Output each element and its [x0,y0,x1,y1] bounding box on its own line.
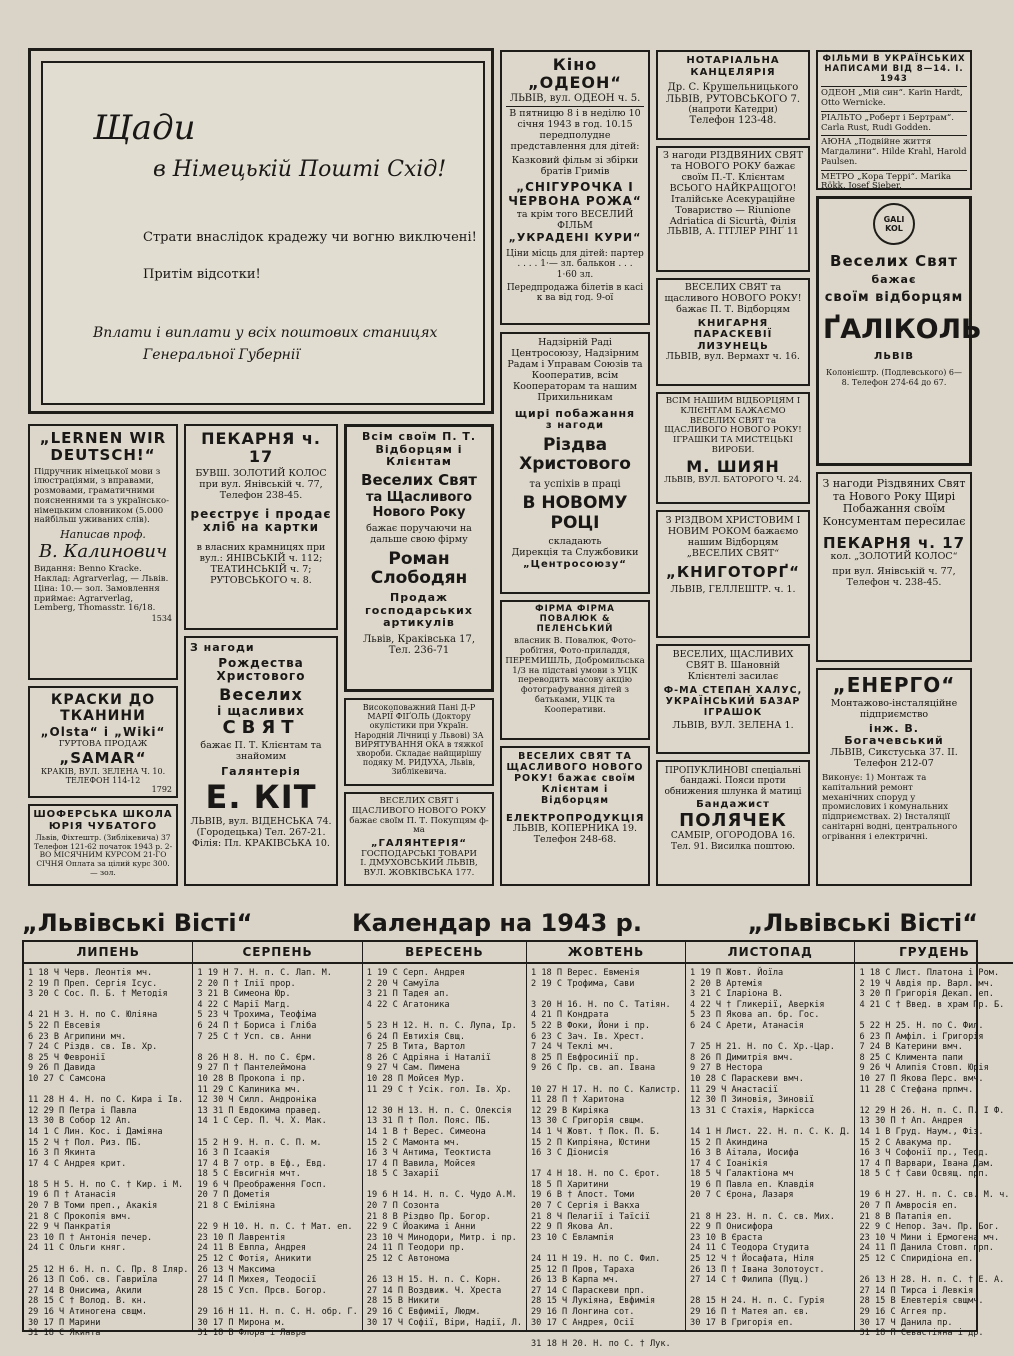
centro-text2: щирі побажання [514,406,636,420]
odeon-title: Кіно „ОДЕОН“ [528,55,622,93]
month-days: 1 19 С Серп. Андрея 2 20 Ч Самуїла 3 21 П Тадея ап. 4 22 С Агатоника 5 23 Н 12. Н. п. С. Лупа, Ір. 6 24 П Евтихія Свщ. 7 25 В Тита, Вартол 8 26 С Адріяна і Наталії 9 27 Ч Сам. Пимена 10 28 П Мойсея Мур. 11 29 С † Усік. гол. Ів. Хр. 12 30 Н 13. Н. п. С. Олексія 13 31 П † Пол. Пояс. ПБ. 14 1 В † Верес. Симеона 15 2 С Мамонта мч. 16 3 Ч Антима, Теоктиста 17 4 П Вавила, Мойсея 18 5 С Захарії 19 6 Н 14. Н. п. С. Чудо А.М. 20 7 П Созонта 21 8 В Різдво Пр. Богор. 22 9 С Йоакима і Анни 23 10 Ч Минодори, Митр. і пр. 24 11 П Теодори пр. 25 12 С Автонома 26 13 Н 15. Н. п. С. Корн. 27 14 П Воздвиж. Ч. Хреста 28 15 В Никити 29 16 С Евфимії, Людм. 30 17 Ч Софії, Віри, Надії, Л. [366,968,522,1328]
calendar-month-column [527,942,686,1349]
odeon-text2: Казковий фільм зі збірки братів Гримів [511,154,639,177]
electro-ad [500,746,650,886]
calendar-header-center: Календар на 1943 р. [352,909,642,937]
kit-ad [184,636,338,886]
knyhotorg-name: „КНИГОТОРҐ“ [666,562,800,581]
paints-brands: „Olsta“ і „Wiki“ [40,725,166,740]
paints-title: КРАСКИ ДО ТКАНИНИ [50,692,156,725]
bakery-right-text: З нагоди Різдвяних Свят та Нового Року Щирі Побажання своїм Консументам пересилає [822,477,966,528]
calendar-month-column [686,942,855,1330]
films-row: РІАЛЬТО „Роберт і Бертрам“. Carla Rust, Rudi Godden. [821,112,954,133]
month-header: СЕРПЕНЬ [193,942,361,964]
bakery-left-title: ПЕКАРНЯ ч. 17 [201,429,321,467]
shiyan-text: ВСІМ НАШИМ ВІДБОРЦЯМ І КЛІЄНТАМ БАЖАЄМО ВЕСЕЛИХ СВЯТ та ЩАСЛИВОГО НОВОГО РОКУ! ІГРАШКИ ТА МИСТЕЦЬКІ ВИРОБИ. [664,396,802,455]
odeon-film1: „СНІГУРОЧКА І ЧЕРВОНА РОЖА“ [508,179,642,208]
galikol-name: ҐАЛІКОЛЬ [823,313,982,345]
knyhotorg-text: З РІЗДВОМ ХРИСТОВИМ І НОВИМ РОКОМ бажаємо нашим Відборцям „ВЕСЕЛИХ СВЯТ“ [665,515,801,559]
lernen-title: „LERNEN WIR DEUTSCH!“ [39,429,167,465]
bookshop-name: КНИГАРНЯ ПАРАСКЕВІЇ ЛИЗУНЕЦЬ [693,317,773,352]
povalyuk-firm: ФІРМА ФІРМА ПОВАЛЮК & ПЕЛЕНСЬКИЙ [535,604,615,634]
calendar-month-column [193,942,362,1339]
shiyan-address: ЛЬВІВ, ВУЛ. БАТОРОГО Ч. 24. [664,474,802,485]
lernen-author-pre: Написав проф. [60,528,146,542]
odeon-text1: В пятницю 8 і в неділю 10 січня 1943 в год. 10.15 передполудне представлення для дітей: [509,108,641,153]
post-ad-line3: Вплати і виплати у всіх поштових станицях [93,325,438,341]
electro-text: ВЕСЕЛИХ СВЯТ ТА ЩАСЛИВОГО НОВОГО РОКУ! бажає своїм Клієнтам і Відборцям [506,751,644,806]
dmukhovsky-name: „ГАЛЯНТЕРІЯ“ [370,838,468,850]
films-title: ФІЛЬМИ В УКРАЇНСЬКИХ НАПИСАМИ ВІД 8—14. І. 1943 [822,54,966,84]
month-header: ГРУДЕНЬ [855,942,1013,964]
notary-phone: Телефон 123-48. [689,115,777,127]
bakery-left-text: реєструє і продає хліб на картки [190,506,332,535]
post-ad-title: Щади [93,108,196,148]
energo-list: Виконує: 1) Монтаж та капітальний ремонт механічних споруд у промислових і комунальних підприємствах. 2) Інсталяції санітарні водні, центрального огрівання і електричні. [822,772,958,842]
centro-sign2: Дирекція та Службовики [511,547,639,559]
calendar-header-right: „Львівські Вісті“ [747,909,978,937]
driving-text: Львів, Фіхтештр. (Зиблікевича) 37 Телефон 121-62 початок 1943 р. 2-ВО МІСЯЧНИМ КУРСОМ 21-ГО СІЧНЯ Оплата за цілий курс 300.— зол. [33,833,173,877]
polyachek-name: ПОЛЯЧЕК [679,809,787,831]
driving-title: ШОФЕРСЬКА ШКОЛА ЮРІЯ ЧУБАТОГО [33,809,173,832]
slobodyan-address: Львів, Краківська 17, Тел. 236-71 [362,633,476,657]
notary-title: НОТАРІАЛЬНА КАНЦЕЛЯРІЯ [686,55,780,78]
notary-name: Др. С. Крушельницького [667,82,799,93]
energo-text: Монтажово-інсталяційне підприємство [830,698,958,720]
dmukhovsky-ad [344,792,494,886]
kit-text4: і щасливих [217,703,305,718]
centro-sign3: „Центросоюзу“ [523,559,627,571]
month-header: ЖОВТЕНЬ [527,942,685,964]
khalus-address: ЛЬВІВ, ВУЛ. ЗЕЛЕНА 1. [672,719,794,731]
divider [821,111,967,112]
month-days: 1 18 П Верес. Евменія 2 19 С Трофима, Сави 3 20 Н 16. Н. по С. Татіян. 4 21 П Кондрата 5 22 В Фоки, Йони і пр. 6 23 С Зач. Ів. Хрест. 7 24 Ч Теклі мч. 8 25 П Евфросинії пр. 9 26 С Пр. св. ап. Івана 10 27 Н 17. Н. по С. Калистр. 11 28 П † Харитона 12 29 В Киріяка 13 30 С Григорія свщм. 14 1 Ч Жовт. † Пок. П. Б. 15 2 П Кипріяна, Юстини 16 3 С Діонисія 17 4 Н 18. Н. по С. Єрот. 18 5 П Харитини 19 6 В † Апост. Томи 20 7 С Сергія і Вакха 21 8 Ч Пелагії і Таїсії 22 9 П Якова Ал. 23 10 С Евлампія 24 11 Н 19. Н. по С. Фил. 25 12 П Пров, Тараха 26 13 В Карпа мч. 27 14 С Параскеви прп. 28 15 Ч Лукіяна, Евфимія 29 16 П Лонгина сот. 30 17 С Андрея, Осії 31 18 Н 20. Н. по С. † Лук. [531,968,682,1349]
post-ad-subtitle: в Німецькій Пошті Схід! [153,157,447,182]
calendar-header-left: „Львівські Вісті“ [22,909,253,937]
paints-address: КРАКІВ, ВУЛ. ЗЕЛЕНА Ч. 10. ТЕЛЕФОН 114-12 [40,767,166,786]
centro-text1: Надзірній Раді Центросоюзу, Надзірним Радам і Управам Союзів та Кооператив, всім Кооператорам та нашим Прихильникам [507,337,643,403]
knyhotorg-address: ЛЬВІВ, ГЕЛЛЕШТР. ч. 1. [670,583,796,595]
polyachek-address: САМБІР, ОГОРОДОВА 16. Тел. 91. Висилка поштою. [670,831,796,852]
centrosoyuz-ad [500,332,650,594]
bakery-left-ad [184,424,338,630]
insurance-text: З нагоди РІЗДВЯНИХ СВЯТ та НОВОГО РОКУ бажає своїм П.-Т. Клієнтам ВСЬОГО НАЙКРАЩОГО! Італійське Асекураційне Товариство — Riunione Adriatica di Sicurtà, Філія ЛЬВІВ, А. ГІТЛЕР РІНҐ 11 [663,150,803,238]
slobodyan-name: Роман Слободян [370,548,468,589]
lernen-pub: Видання: Benno Kracke. Наклад: Agrarverlag, — Львів. Ціна: 10.— зол. Замовлення приймає: Agrarverlag, Lemberg, Thomasstr. 16/18. [34,564,169,614]
odeon-text3: та крім того ВЕСЕЛИЙ ФІЛЬМ [516,209,634,232]
post-office-ad [28,48,494,414]
slobodyan-ad [344,424,494,692]
paints-code: 1792 [151,785,172,795]
centro-text3: з нагоди [545,420,605,432]
povalyuk-ad [500,600,650,740]
energo-ad [816,668,972,886]
bookshop-ad [656,278,810,386]
month-days: 1 18 Ч Черв. Леонтія мч. 2 19 П Преп. Сергія Ісус. 3 20 С Сос. П. Б. † Методія 4 21 Н 3. Н. по С. Юліяна 5 22 П Евсевія 6 23 В Агрипини мч. 7 24 С Різдв. св. Ів. Хр. 8 25 Ч Февронії 9 26 П Давида 10 27 С Самсона 11 28 Н 4. Н. по С. Кира і Ів. 12 29 П Петра і Павла 13 30 В Собор 12 Ап. 14 1 С Лин. Кос. і Даміяна 15 2 Ч † Пол. Риз. ПБ. 16 3 П Якинта 17 4 С Андрея крит. 18 5 Н 5. Н. по С. † Кир. і М. 19 6 П † Атанасія 20 7 В Томи преп., Акакія 21 8 С Прокопія вмч. 22 9 Ч Панкратія 23 10 П † Антонія печер. 24 11 С Ольги княг. 25 12 Н 6. Н. п. С. Пр. 8 Іляр. 26 13 П Соб. св. Гавриїла 27 14 В Онисима, Акили 28 15 С † Волод. В. кн. 29 16 Ч Атиногена свщм. 30 17 П Марини 31 18 С Якинта [28,968,189,1339]
paints-name: „SAMAR“ [59,748,147,767]
dmukhovsky-text: ВЕСЕЛИХ СВЯТ і ЩАСЛИВОГО НОВОГО РОКУ бажає своїм П. Т. Покупцям ф-ма [349,796,489,836]
shiyan-ad [656,392,810,504]
centro-text4: та успіхів в праці [529,478,621,490]
dmukhovsky-address: І. ДМУХОВСЬКИЙ ЛЬВІВ, ВУЛ. ЖОВКІВСЬКА 177. [360,858,478,879]
kit-text2: Рождества Христового [216,655,306,684]
galikol-l3: своїм відборцям [824,289,964,305]
odeon-address: ЛЬВІВ, вул. ОДЕОН ч. 5. [509,92,641,104]
divider [821,135,967,136]
films-row: АЮНА „Подвійне життя Магдалини“. Hilde Krahl, Harold Paulsen. [821,137,967,167]
bakery-right-address: при вул. Янівській ч. 77, Телефон ч. 238-45. [832,565,956,588]
insurance-ad [656,146,810,272]
month-days: 1 19 Н 7. Н. п. С. Лап. М. 2 20 П † Ілії прор. 3 21 В Симеона Юр. 4 22 С Марії Магд. 5 23 Ч Трохима, Теофіма 6 24 П † Бориса і Гліба 7 25 С † Усп. св. Анни 8 26 Н 8. Н. по С. Єрм. 9 27 П † Пантелеймона 10 28 В Прокопа і пр. 11 29 С Калиника мч. 12 30 Ч Силл. Андроніка 13 31 П Евдокима правед. 14 1 С Сер. П. Ч. Х. Мак. 15 2 Н 9. Н. п. С. П. м. 16 3 П Ісаакія 17 4 В 7 отр. в Еф., Евд. 18 5 С Евсигнія мчт. 19 6 Ч Преображення Госп. 20 7 П Дометія 21 8 С Емілiяна 22 9 Н 10. Н. п. С. † Мат. еп. 23 10 П Лаврентія 24 11 В Евпла, Андрея 25 12 С Фотія, Аникити 26 13 Ч Максима 27 14 П Михея, Теодосії 28 15 С Усп. Прсв. Богор. 29 16 Н 11. Н. п. С. Н. обр. Г. 30 17 П Мирона м. 31 18 В Флора і Лавра [197,968,358,1339]
kit-address: ЛЬВІВ, вул. ВІДЕНСЬКА 74. (Городецька) Тел. 267-21. Філія: Пл. КРАКІВСЬКА 10. [190,816,332,850]
lernen-ad [28,424,178,680]
odeon-prices: Ціни місць для дітей: партер . . . . 1·— зл. балькон . . . 1·60 зл. [506,248,644,280]
bakery-left-sub: БУВШ. ЗОЛОТИЙ КОЛОС при вул. Янівській ч. 77, Телефон 238-45. [195,467,327,501]
povalyuk-text: власник В. Повалюк, Фото-робітня, Фото-приладдя, ПЕРЕМИШЛЬ, Добромильська 1/3 на підставі умови з УЦК переводить масову акцію фотографування дітей з батьками, УЦК та Кооперативи. [505,636,645,715]
galikol-city: ЛЬВІВ [874,350,914,362]
kit-text5: СВЯТ [222,717,300,739]
calendar-table [22,940,1010,1349]
month-days: 1 19 П Жовт. Йоїла 2 20 В Артемія 3 21 С Іларіона В. 4 22 Ч † Гликерії, Аверкія 5 23 П Якова ап. бр. Гос. 6 24 С Арети, Атанасія 7 25 Н 21. Н. по С. Хр.-Цар. 8 26 П Димитрія вмч. 9 27 В Нестора 10 28 С Параскеви вмч. 11 29 Ч Анастасії 12 30 П Зиновія, Зиновії 13 31 С Стахія, Наркісса 14 1 Н Лист. 22. Н. п. С. К. Д. 15 2 П Акиндина 16 3 В Аітала, Иосифа 17 4 С Іоанікія 18 5 Ч Галактіона мч 19 6 П Павла еп. Клавдія 20 7 С Єрона, Лазаря 21 8 Н 23. Н. п. С. св. Мих. 22 9 П Онисифора 23 10 В Єраста 24 11 С Теодора Студита 25 12 Ч † Йосафата, Ніля 26 13 П † Івана Золотоуст. 27 14 С † Филипа (Пущ.) 28 15 Н 24. Н. п. С. Гурія 29 16 П † Матея ап. єв. 30 17 В Григорія еп. [690,968,851,1328]
galikol-l2: бажає [871,273,917,287]
notary-ad [656,50,810,140]
month-header: ЛИПЕНЬ [24,942,192,964]
bakery-right-sub: кол. „ЗОЛОТИЙ КОЛОС“ [830,550,958,562]
energo-name: „ЕНЕРГО“ [832,673,956,697]
electro-name: ЕЛЕКТРОПРОДУКЦІЯ [506,812,645,824]
dmukhovsky-sub: ГОСПОДАРСЬКІ ТОВАРИ [361,848,477,859]
notary-address: ЛЬВІВ, РУТОВСЬКОГО 7. [665,93,801,105]
films-listing [816,50,972,190]
calendar-month-column [363,942,527,1330]
odeon-film2: „УКРАДЕНІ КУРИ“ [508,231,642,245]
polyachek-text: ПРОПУКЛИНОВІ спеціальні бандажі. Пояси проти обнижения шлунка й матиці [664,766,802,797]
centro-big2: В НОВОМУ РОЦІ [522,493,628,533]
bookshop-text: ВЕСЕЛИХ СВЯТ та щасливого НОВОГО РОКУ! бажає П. Т. Відборцям [664,282,802,315]
galikol-l1: Веселих Свят [830,252,958,270]
slobodyan-text4: бажає поручаючи на дальше свою фірму [366,523,472,545]
figol-ad [344,698,494,786]
month-header: ЛИСТОПАД [686,942,854,964]
galikol-ad [816,196,982,466]
bakery-right-name: ПЕКАРНЯ ч. 17 [822,533,966,552]
divider [821,170,967,171]
lernen-code: 1534 [151,614,172,624]
galikol-logo-text: GALI KOL [883,215,905,233]
post-ad-line4: Генеральної Губернії [143,347,300,363]
paints-ad [28,686,178,798]
khalus-text: ВЕСЕЛИХ, ЩАСЛИВИХ СВЯТ В. Шановній Клієнтелі засилає [672,649,794,682]
figol-text: Високоповажний Пані Д-Р МАРІЇ ФІҐОЛЬ (Доктору окулістики при Україн. Народній Лічниці у Львові) ЗА ВИРЯТУВАННЯ ОКА в тяжкої хвороби. Складає найщирішу подяку М. РИДУХА, Львів, Зиблікевича. [354,703,484,777]
slobodyan-text3: та Щасливого Нового Року [365,490,473,521]
lernen-text: Підручник німецької мови з ілюстраціями, з вправами, розмовами, граматичними поясненнями та з українсько-німецьким словником (5.000 найбільш уживаних слів). [34,466,169,526]
kit-text6: бажає П. Т. Клієнтам та знайомим [200,740,322,763]
galikol-address: Колонієштр. (Подлевського) 6—8. Телефон 274-64 до 67. [826,368,962,387]
centro-sign1: складають [548,536,602,548]
kit-text3: Веселих [219,685,303,705]
knyhotorg-ad [656,510,810,638]
paints-sub: ГУРТОВА ПРОДАЖ [58,738,148,749]
calendar-header [22,905,978,941]
shiyan-name: М. ШИЯН [686,456,780,476]
driving-school-ad [28,804,178,886]
films-row: ОДЕОН „Мій син“. Karin Hardt, Otto Wernicke. [821,88,963,109]
post-ad-line2: Притім відсотки! [143,267,261,282]
month-days: 1 18 С Лист. Платона і Ром. 2 19 Ч Авдія пр. Варл. мч. 3 20 П Григорія Декап. еп. 4 21 С † Введ. в храм Пр. Б. 5 22 Н 25. Н. по С. Фил. 6 23 П Амфіл. і Григорія 7 24 В Катерини вмч. 8 25 С Климента папи 9 26 Ч Алипія Стовп. Юрія 10 27 П Якова Перс. вмч. 11 28 С Стефана прпмч. 12 29 Н 26. Н. п. С. П. І Ф. 13 30 П † Ап. Андрея 14 1 В Груд. Наум., Фіз. 15 2 С Авакума пр. 16 3 Ч Софонії пр., Теод. 17 4 П Варвари, Івана Дам. 18 5 С † Сави Освящ. прп. 19 6 Н 27. Н. п. С. св. М. ч. 20 7 П Амвросія еп. 21 8 В Патапія еп. 22 9 С Непор. Зач. Пр. Бог. 23 10 Ч Мини і Ермогена мч. 24 11 П Данила Стовп. прп. 25 12 С Спиридіона еп. 26 13 Н 28. Н. п. С. † Е. А. 27 14 П Тирса і Левкія 28 15 В Елевтерія свщмч. 29 16 С Аггея пр. 30 17 Ч Данила пр. 31 18 П Севастіяна і др. [859,968,1010,1339]
khalus-ad [656,644,810,754]
khalus-name: Ф-МА СТЕПАН ХАЛУС, УКРАЇНСЬКИЙ БАЗАР ІГРАШОК [663,684,803,718]
odeon-presale: Передпродажа білетів в касі к ва від год. 9-ої [506,282,644,304]
kit-name: Е. КІТ [205,777,317,816]
post-ad-inner [41,61,485,405]
slobodyan-text5: Продаж господарських артикулів [365,590,473,630]
slobodyan-text2: Веселих Свят [361,470,477,489]
bookshop-address: ЛЬВІВ, вул. Вермахт ч. 16. [666,351,800,363]
calendar-month-column [855,942,1013,1339]
films-row: МЕТРО „Кора Террі“. Marika Rökk, Josef Sieber. [821,171,952,192]
centro-big1: Різдва Христового [519,434,631,475]
energo-owner: інж. В. Богачевський [844,721,944,748]
notary-note: (напроти Катедри) [688,105,778,115]
bakery-left-list: в власних крамницях при вул.: ЯНІВСЬКІЙ ч. 112; ТЕАТИНСЬКІЙ ч. 7; РУТОВСЬКОГО ч. 8. [196,542,326,586]
slobodyan-text1: Всім своїм П. Т. Відборцям і Клієнтам [361,430,477,469]
calendar-month-column [24,942,193,1339]
month-header: ВЕРЕСЕНЬ [363,942,526,964]
post-ad-line1: Страти внаслідок крадежу чи вогню виключені! [143,230,477,245]
kit-text1: З нагоди [190,641,255,654]
lernen-author: В. Калинович [38,540,168,562]
divider [506,106,644,107]
bakery-right-ad [816,472,972,662]
polyachek-ad [656,760,810,886]
odeon-cinema-ad [500,50,650,325]
energo-address: ЛЬВІВ, Сикстуська 37. ІІ. Телефон 212-07 [830,747,958,770]
polyachek-sub: Бандажист [696,799,770,811]
electro-address: ЛЬВІВ, КОПЕРНИКА 19. Телефон 248-68. [512,823,638,846]
kit-text7: Галянтерія [221,764,301,778]
galikol-logo-icon [873,203,915,245]
